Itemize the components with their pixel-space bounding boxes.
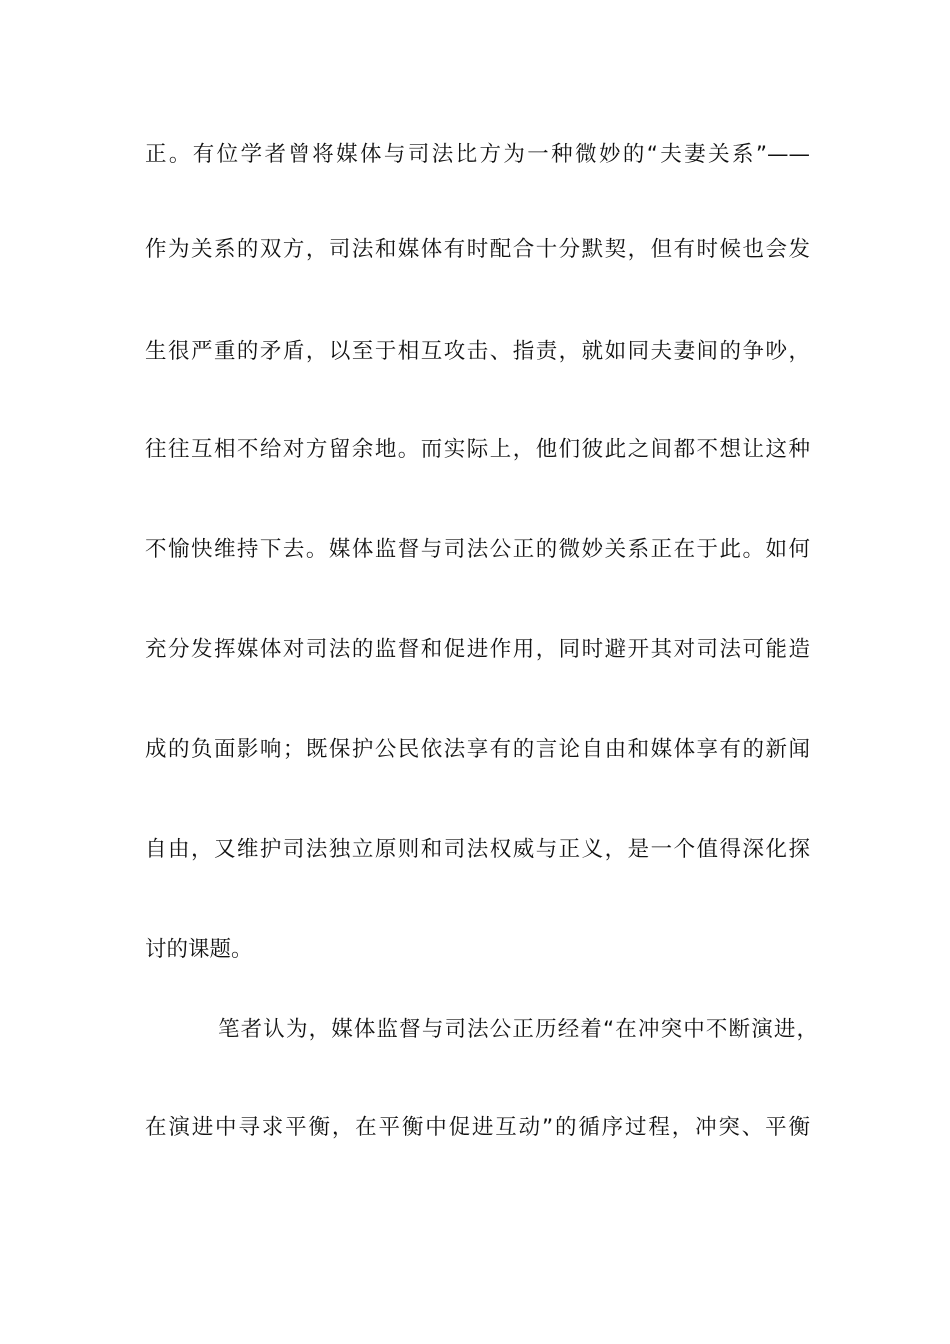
paragraph-line: 作为关系的双方，司法和媒体有时配合十分默契，但有时候也会发 [145,237,810,262]
paragraph-line: 讨的课题。 [145,937,253,962]
paragraph-line: 不愉快维持下去。媒体监督与司法公正的微妙关系正在于此。如何 [145,537,810,562]
paragraph-line: 生很严重的矛盾，以至于相互攻击、指责，就如同夫妻间的争吵， [145,339,810,364]
paragraph-line: 在演进中寻求平衡，在平衡中促进互动”的循序过程，冲突、平衡 [145,1115,810,1140]
paragraph-line: 成的负面影响；既保护公民依法享有的言论自由和媒体享有的新闻 [145,737,810,762]
paragraph-line: 自由，又维护司法独立原则和司法权威与正义，是一个值得深化探 [145,837,810,862]
paragraph-first-line: 笔者认为，媒体监督与司法公正历经着“在冲突中不断演进， [218,1017,818,1042]
paragraph-line: 往往互相不给对方留余地。而实际上，他们彼此之间都不想让这种 [145,437,810,462]
paragraph-line: 正。有位学者曾将媒体与司法比方为一种微妙的“夫妻关系”—— [145,142,810,167]
paragraph-line: 充分发挥媒体对司法的监督和促进作用，同时避开其对司法可能造 [145,637,810,662]
